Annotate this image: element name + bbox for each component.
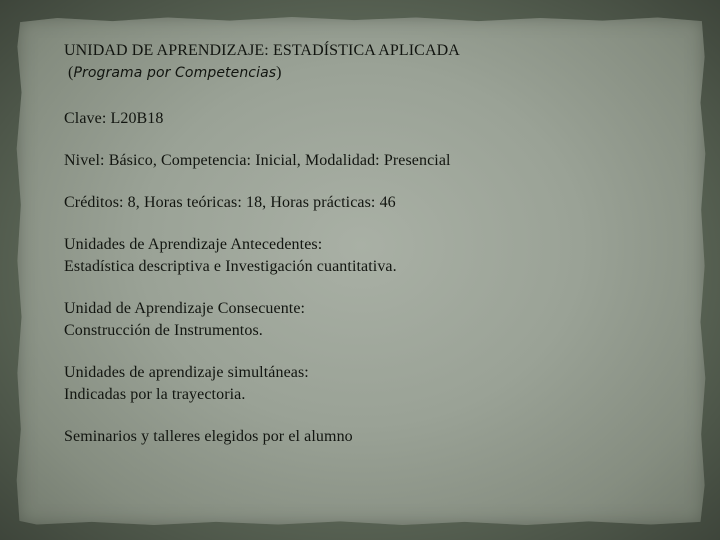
consecuente-value: Construcción de Instrumentos. [64, 322, 263, 339]
course-info-text [64, 40, 664, 448]
antecedentes-heading: Unidades de Aprendizaje Antecedentes: [64, 236, 323, 253]
subtitle-open-paren: ( [68, 64, 74, 81]
seminarios-text: Seminarios y talleres elegidos por el alumno [64, 428, 353, 445]
consecuente-block [64, 298, 664, 342]
antecedentes-block [64, 234, 664, 278]
clave-block [64, 108, 664, 130]
creditos-block [64, 192, 664, 214]
antecedentes-value: Estadística descriptiva e Investigación cuantitativa. [64, 258, 397, 275]
course-title: UNIDAD DE APRENDIZAJE: ESTADÍSTICA APLICADA [64, 42, 460, 59]
seminarios-block [64, 426, 664, 448]
simultaneas-value: Indicadas por la trayectoria. [64, 386, 246, 403]
simultaneas-heading: Unidades de aprendizaje simultáneas: [64, 364, 309, 381]
course-subtitle [64, 62, 664, 84]
subtitle-close-paren: ) [276, 64, 282, 81]
course-credits: Créditos: 8, Horas teóricas: 18, Horas prácticas: 46 [64, 194, 396, 211]
course-code: Clave: L20B18 [64, 110, 164, 127]
nivel-block [64, 150, 664, 172]
subtitle-program-type: Programa por Competencias [73, 65, 277, 81]
simultaneas-block [64, 362, 664, 406]
consecuente-heading: Unidad de Aprendizaje Consecuente: [64, 300, 306, 317]
course-level: Nivel: Básico, Competencia: Inicial, Modalidad: Presencial [64, 152, 451, 169]
